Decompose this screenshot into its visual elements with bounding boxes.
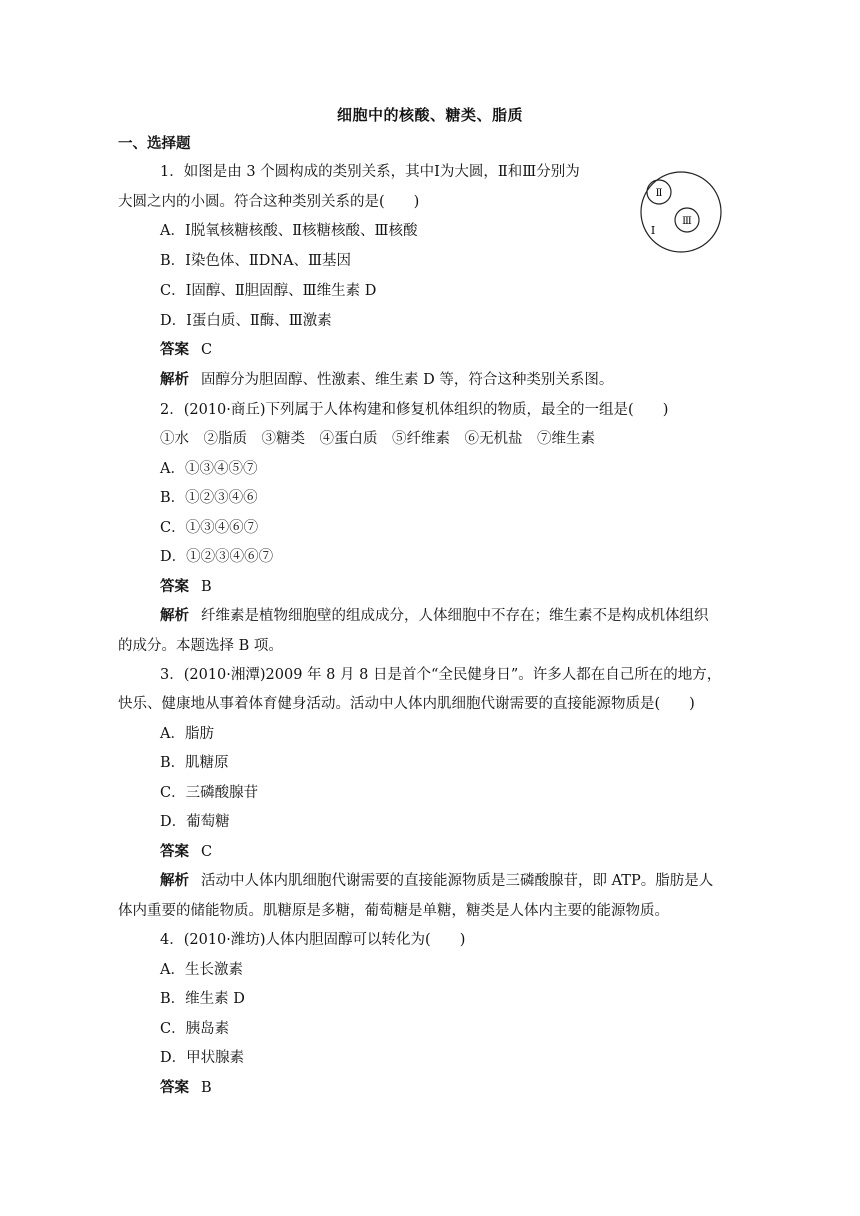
page-title: 细胞中的核酸、糖类、脂质 <box>336 106 523 124</box>
q2-items: ①水 ②脂质 ③糖类 ④蛋白质 ⑤纤维素 ⑥无机盐 ⑦维生素 <box>160 431 595 447</box>
q3-answer <box>160 842 740 862</box>
q1-stem-line2: 大圆之内的小圆。符合这种类别关系的是( ) <box>118 194 420 210</box>
q4-option-c: C．胰岛素 <box>160 1021 230 1037</box>
q2-stem: 2．(2010·商丘)下列属于人体构建和修复机体组织的物质，最全的一组是( ) <box>160 402 669 418</box>
q1-option-b: B．Ⅰ染色体、ⅡDNA、Ⅲ基因 <box>160 253 352 269</box>
analysis-text: 纤维素是植物细胞壁的组成成分，人体细胞中不存在；维生素不是构成机体组织 <box>201 608 709 624</box>
q3-stem-line2: 快乐、健康地从事着体育健身活动。活动中人体内肌细胞代谢需要的直接能源物质是( ) <box>118 696 695 712</box>
answer-value: B <box>201 579 212 595</box>
answer-label: 答案 <box>160 1079 189 1096</box>
q2-option-a: A．①③④⑤⑦ <box>160 461 258 477</box>
section-heading: 一、选择题 <box>118 135 191 152</box>
q1-option-a: A．Ⅰ脱氧核糖核酸、Ⅱ核糖核酸、Ⅲ核酸 <box>160 223 418 239</box>
answer-label: 答案 <box>160 843 189 860</box>
answer-value: C <box>201 844 213 860</box>
analysis-label: 解析 <box>160 371 189 388</box>
answer-value: C <box>201 342 213 358</box>
big-circle-label: Ⅰ <box>650 224 656 237</box>
answer-value: B <box>201 1080 212 1096</box>
analysis-label: 解析 <box>160 607 189 624</box>
analysis-label: 解析 <box>160 872 189 889</box>
q4-option-b: B．维生素 D <box>160 991 245 1007</box>
q3-analysis-line2: 体内重要的储能物质。肌糖原是多糖，葡萄糖是单糖，糖类是人体内主要的能源物质。 <box>118 903 669 919</box>
small-circle-1-label: Ⅱ <box>655 188 663 199</box>
q4-stem: 4．(2010·潍坊)人体内胆固醇可以转化为( ) <box>160 932 466 948</box>
q2-analysis-line1 <box>160 606 740 626</box>
analysis-text: 活动中人体内肌细胞代谢需要的直接能源物质是三磷酸腺苷，即 ATP。脂肪是人 <box>201 873 714 889</box>
q2-option-c: C．①③④⑥⑦ <box>160 520 259 536</box>
q1-answer <box>160 340 740 360</box>
q1-option-d: D．Ⅰ蛋白质、Ⅱ酶、Ⅲ激素 <box>160 313 332 329</box>
answer-label: 答案 <box>160 578 189 595</box>
q3-stem-line1: 3．(2010·湘潭)2009 年 8 月 8 日是首个“全民健身日”。许多人都在自己所在的地方， <box>160 667 722 683</box>
q1-analysis <box>160 370 740 390</box>
q4-answer <box>160 1078 740 1098</box>
q2-option-b: B．①②③④⑥ <box>160 490 258 506</box>
q3-option-a: A．脂肪 <box>160 726 214 742</box>
q3-option-b: B．肌糖原 <box>160 755 229 771</box>
venn-diagram <box>625 170 737 254</box>
q2-answer <box>160 577 740 597</box>
q3-option-c: C．三磷酸腺苷 <box>160 785 259 801</box>
q4-option-d: D．甲状腺素 <box>160 1050 245 1066</box>
q4-option-a: A．生长激素 <box>160 962 243 978</box>
q3-option-d: D．葡萄糖 <box>160 814 230 830</box>
big-circle <box>641 172 721 252</box>
answer-label: 答案 <box>160 341 189 358</box>
q3-analysis-line1 <box>160 871 740 891</box>
q1-option-c: C．Ⅰ固醇、Ⅱ胆固醇、Ⅲ维生素 D <box>160 283 377 299</box>
q1-stem-line1: 1．如图是由 3 个圆构成的类别关系，其中Ⅰ为大圆，Ⅱ和Ⅲ分别为 <box>160 164 580 180</box>
q2-analysis-line2: 的成分。本题选择 B 项。 <box>118 638 283 654</box>
analysis-text: 固醇分为胆固醇、性激素、维生素 D 等，符合这种类别关系图。 <box>201 372 614 388</box>
small-circle-2-label: Ⅲ <box>682 216 692 227</box>
q2-option-d: D．①②③④⑥⑦ <box>160 549 274 565</box>
